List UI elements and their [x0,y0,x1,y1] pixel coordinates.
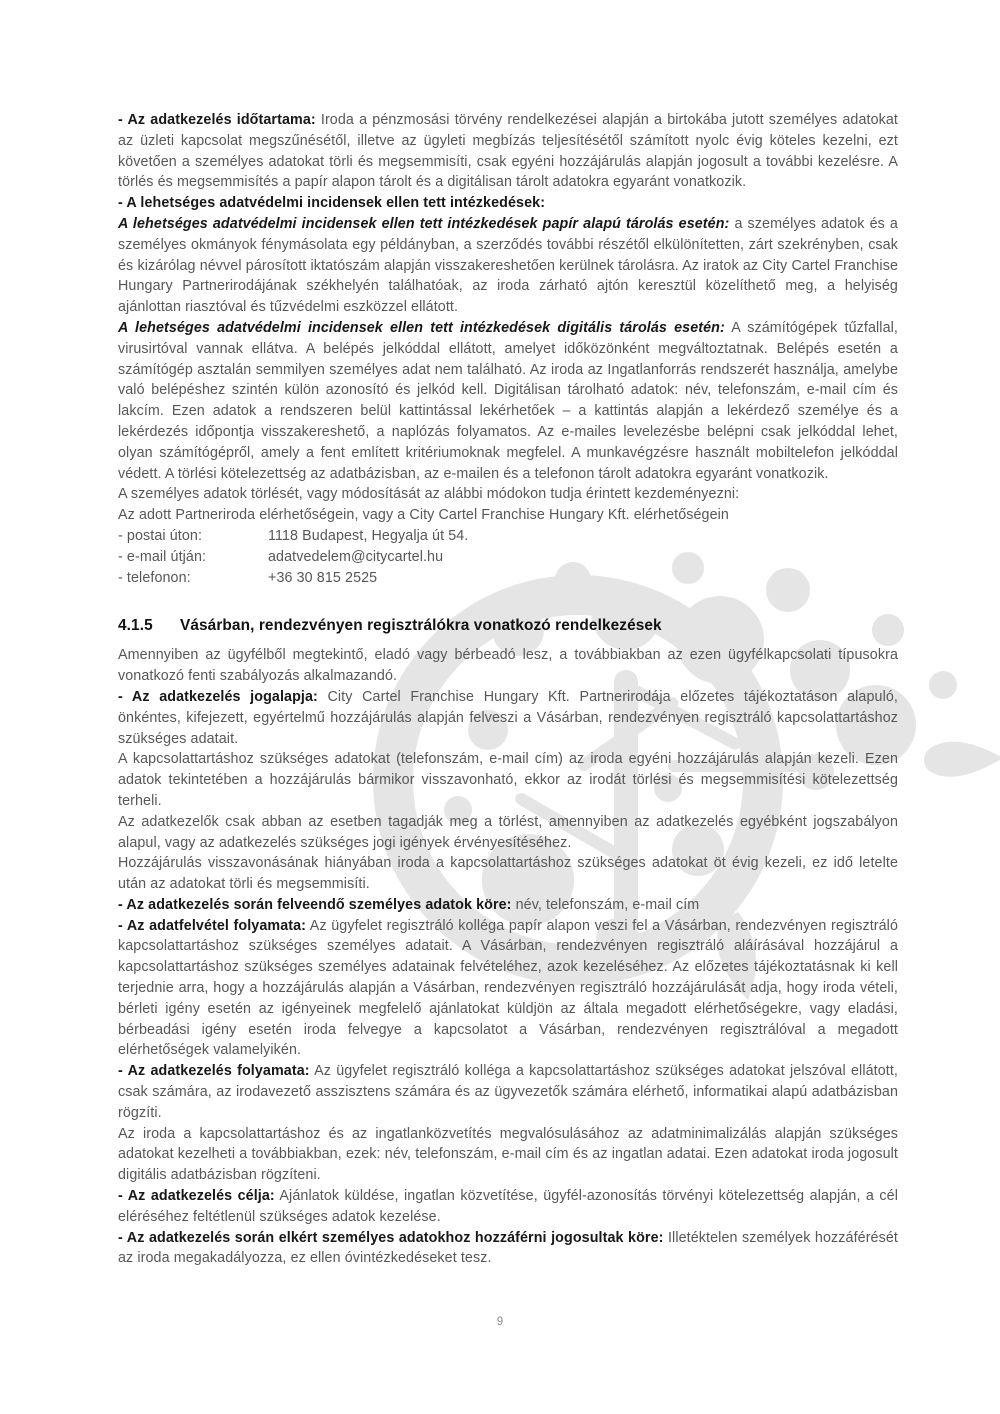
section-heading [118,615,898,636]
paragraph: - Az adatkezelés jogalapja: City Cartel Franchise Hungary Kft. Partnerirodája előzetes tájékoztatáson alapuló, önkéntes, kifejezett, egyértelmű hozzájárulás alapján felveszi a Vásárban, rendezvényen regisztráló kapcsolattartáshoz szükséges adatait. [118,688,898,747]
paragraph-lead: - Az adatkezelés során felveendő személyes adatok köre: [118,896,512,913]
paragraph-lead: - Az adatkezelés során elkért személyes adatokhoz hozzáférni jogosultak köre: [118,1229,664,1246]
paragraph: - Az adatkezelés során elkért személyes adatokhoz hozzáférni jogosultak köre: Illetéktelen személyek hozzáférését az iroda megakadályozza, ez ellen óvintézkedéseket tesz. [118,1229,898,1267]
contact-row [118,526,898,547]
page-number: 9 [496,1316,504,1328]
paragraph: - Az adatkezelés időtartama: Iroda a pénzmosási törvény rendelkezései alapján a birtokába jutott személyes adatokat az üzleti kapcsolat megszűnésétől, illetve az ügyleti megbízás teljesítésétől számított nyolc évig köteles kezelni, ezt követően a személyes adatokat törli és megsemmisíti, csak egyéni hozzájárulás alapján jogosult a további kezelésre. A törlés és megsemmisítés a papír alapon tárolt és a digitálisan tárolt adatokra egyaránt vonatkozik. [118,112,898,191]
paragraph: A lehetséges adatvédelmi incidensek ellen tett intézkedések digitális tárolás esetén: A számítógépek tűzfallal, virusirtóval vannak ellátva. A belépés jelkóddal ellátott, amelyet időközönként megváltoztatnak. Belépés esetén a számítógép asztalán semmilyen személyes adat nem található. Az iroda az Ingatlanforrás rendszerét használja, amelybe való belépéshez szintén külön azonosító és jelkód kell. Digitálisan tárolható adatok: név, telefonszám, e-mail cím és lakcím. Ezen adatok a rendszeren belül kattintással lekérhetőek – a kattintás alapján a lekérdező személye és a lekérdezés időpontja visszakereshető, a naplózás folyamatos. Az e-mailes levelezésbe belépni csak jelkóddal lehet, olyan számítógépről, amely a fent említett kritériumoknak megfelel. A munkavégzésre használt mobiltelefon jelkóddal védett. A törlési kötelezettség az adatbázisban, az e-mailen és a telefonon tárolt adatokra egyaránt vonatkozik. [118,319,898,482]
paragraph: Amennyiben az ügyfélből megtekintő, eladó vagy bérbeadó lesz, a továbbiakban az ezen ügyfélkapcsolati típusokra vonatkozó fenti szabályozás alkalmazandó. [118,647,898,685]
paragraph-bold: - A lehetséges adatvédelmi incidensek ellen tett intézkedések: [118,195,546,212]
paragraph-lead: - Az adatkezelés jogalapja: [118,688,318,705]
paragraph: - Az adatfelvétel folyamata: Az ügyfelet regisztráló kolléga papír alapon veszi fel a Vásárban, rendezvényen regisztráló kapcsolattartáshoz szükséges személyes adatait. A Vásárban, rendezvényen regisztráló aláírásával hozzájárul a kapcsolattartáshoz szükséges személyes adatainak felvételéhez, azok kezeléséhez. Az előzetes tájékoztatásnak ki kell terjednie arra, hogy a hozzájárulás alapján a Vásárban, rendezvényen regisztráló hozzájárulását adja, hogy iroda vételi, bérleti igény esetén az igényeinek megfelelő ajánlatokat küldjön az általa megadott elérhetőségekre, vagy eladási, bérbeadási igény esetén iroda felvegye a kapcsolatot a Vásárban, rendezvényen regisztrálóval a megadott elérhetőségek valamelyikén. [118,917,899,1059]
paragraph: A személyes adatok törlését, vagy módosítását az alábbi módokon tudja érintett kezdeményezni: [118,486,740,503]
contact-label: - postai úton: [118,527,203,544]
paragraph: A lehetséges adatvédelmi incidensek ellen tett intézkedések papír alapú tárolás esetén: a személyes adatok és a személyes okmányok fénymásolata egy példányban, a szerződés további részétől elkülönítetten, zárt szekrényben, csak és kizárólag névvel párosított iktatószám alapján visszakereshetően kerülnek tárolásra. Az iratok az City Cartel Franchise Hungary Partnerirodájának székhelyén találhatóak, az iroda zárható ajtón keresztül közelíthető meg, a helyiség ajánlottan riasztóval és tűzvédelmi eszközzel ellátott. [118,215,898,316]
contact-row [118,568,898,589]
paragraph: Az iroda a kapcsolattartáshoz és az ingatlanközvetítés megvalósulásához az adatminimalizálás alapján szükséges adatokat kezelheti a továbbiakban, ezek: név, telefonszám, e-mail cím és az ingatlan adatai. Ezen adatokat iroda jogosult digitális adatbázisban rögzíteni. [118,1125,898,1184]
paragraph: - Az adatkezelés célja: Ajánlatok küldése, ingatlan közvetítése, ügyfél-azonosítás törvényi kötelezettség alapján, a cél eléréséhez feltétlenül szükséges adatok kezelése. [118,1188,898,1225]
page-footer [0,1316,1000,1328]
contact-value: 1118 Budapest, Hegyalja út 54. [268,527,469,544]
contact-value: adatvedelem@citycartel.hu [268,548,444,565]
paragraph-lead: - Az adatkezelés időtartama: [118,112,316,128]
contact-row [118,547,898,568]
section-title: Vásárban, rendezvényen regisztrálókra vonatkozó rendelkezések [180,617,662,635]
paragraph: - Az adatkezelés során felveendő személyes adatok köre: név, telefonszám, e-mail cím [118,896,700,913]
paragraph-lead: - Az adatfelvétel folyamata: [118,917,307,934]
document-content [118,110,898,1269]
paragraph-lead: - Az adatkezelés folyamata: [118,1063,310,1080]
contact-label: - e-mail útján: [118,548,207,565]
paragraph-lead: A lehetséges adatvédelmi incidensek ellen tett intézkedések digitális tárolás esetén: [118,319,725,336]
contact-value: +36 30 815 2525 [268,569,378,586]
paragraph: Hozzájárulás visszavonásának hiányában iroda a kapcsolattartáshoz szükséges adatokat öt évig kezeli, ez idő letelte után az adatokat törli és megsemmisíti. [118,855,898,893]
paragraph-lead: A lehetséges adatvédelmi incidensek ellen tett intézkedések papír alapú tárolás esetén: [118,215,730,232]
paragraph-lead: - Az adatkezelés célja: [118,1188,275,1205]
paragraph: Az adott Partneriroda elérhetőségein, vagy a City Cartel Franchise Hungary Kft. elérhetőségein [118,507,729,524]
paragraph: Az adatkezelők csak abban az esetben tagadják meg a törlést, amennyiben az adatkezelés egyébként jogszabályon alapul, vagy az adatkezelés szükséges jogi igények érvényesítéséhez. [118,813,898,851]
paragraph: - Az adatkezelés folyamata: Az ügyfelet regisztráló kolléga a kapcsolattartáshoz szükséges adatokat jelszóval ellátott, csak számára, az irodavezető asszisztens számára és az ügyvezetők számára elérhető, informatikai alapú adatbázisban rögzíti. [118,1063,898,1121]
contact-label: - telefonon: [118,569,191,586]
section-number: 4.1.5 [118,617,153,635]
paragraph: A kapcsolattartáshoz szükséges adatokat (telefonszám, e-mail cím) az iroda egyéni hozzájárulás alapján kezeli. Ezen adatok tekintetében a hozzájárulás bármikor visszavonható, ekkor az irodát törlési és megsemmisítési kötelezettség terheli. [118,751,898,809]
